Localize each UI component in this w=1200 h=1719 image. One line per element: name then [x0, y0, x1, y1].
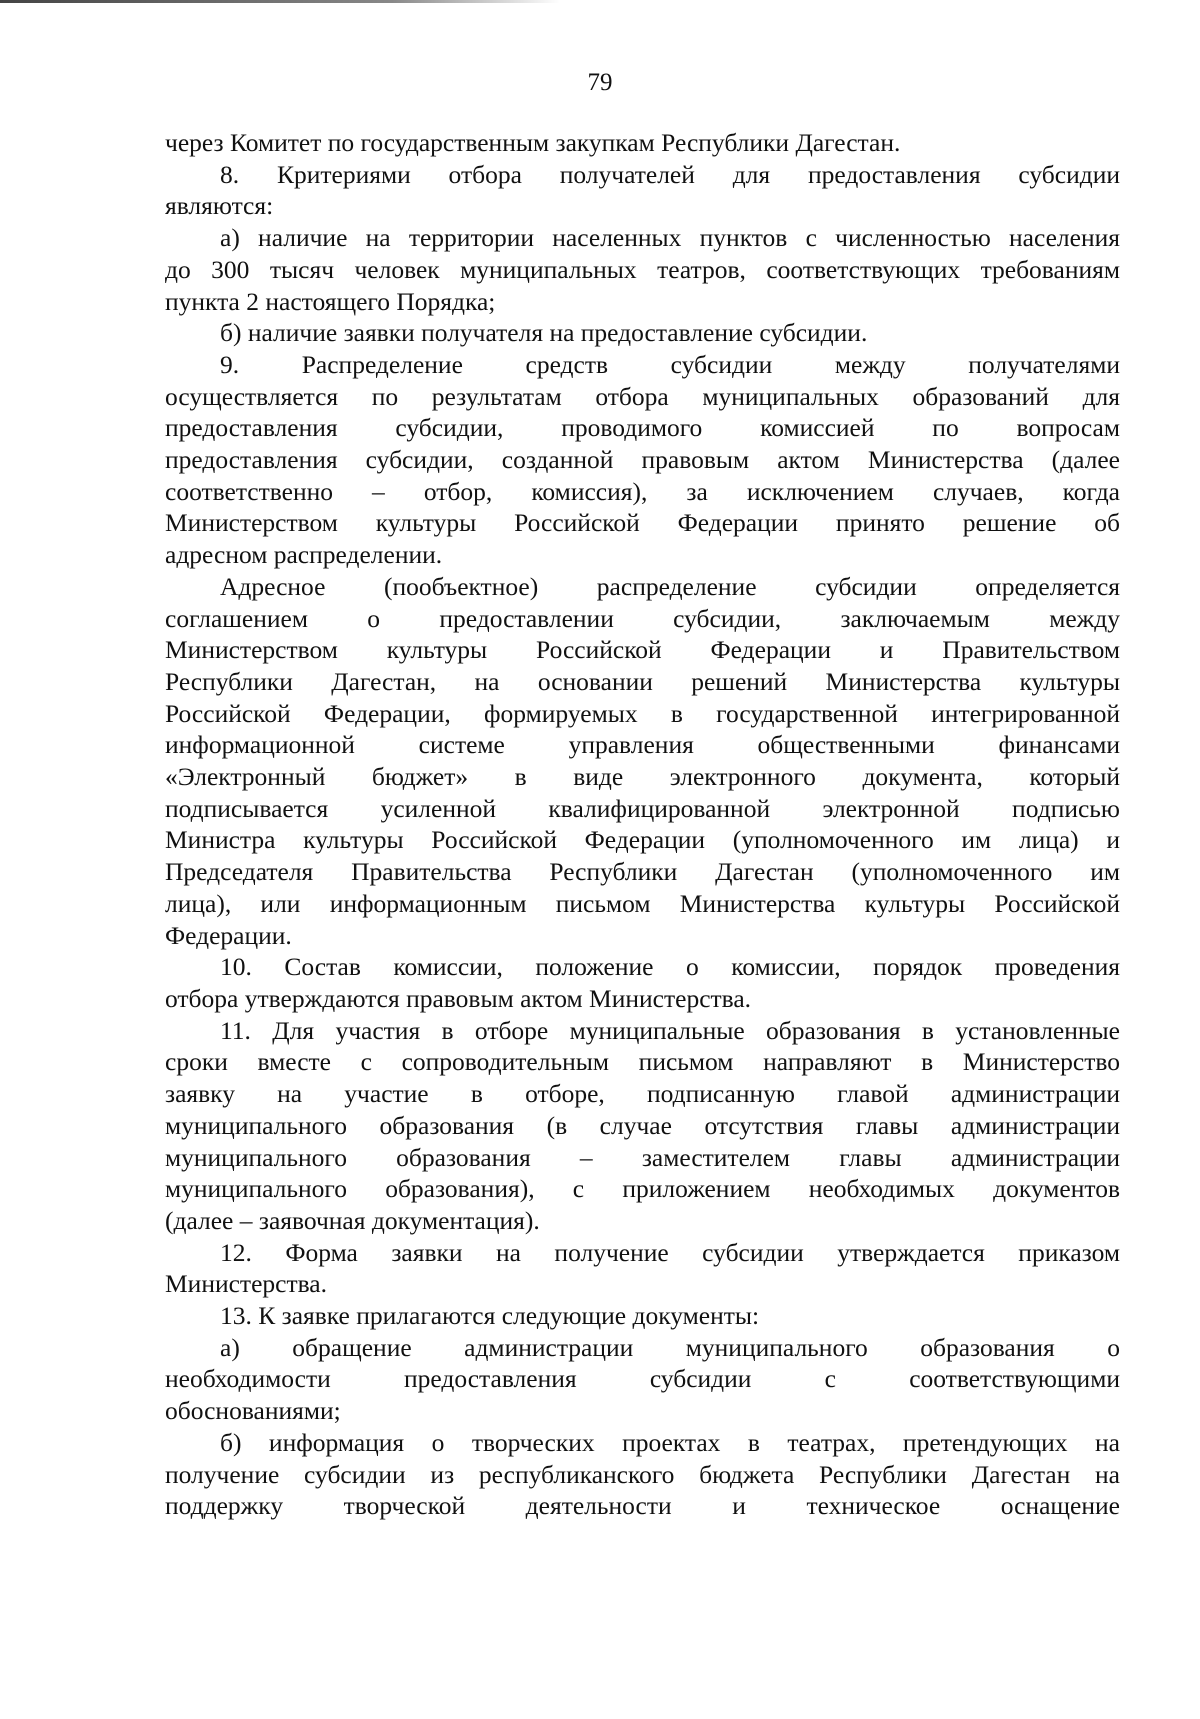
page-number: 79 [587, 69, 613, 96]
text-line: осуществляется по результатам отбора муниципальных образований для [165, 381, 1120, 411]
text-line: «Электронный бюджет» в виде электронного документа, который [165, 762, 1120, 792]
text-line: б) наличие заявки получателя на предоставление субсидии. [220, 318, 868, 348]
text-line: через Комитет по государственным закупкам Республики Дагестан. [165, 128, 901, 157]
text-line: Федерации. [165, 920, 292, 950]
text-line: муниципального образования – заместителем главы администрации [165, 1142, 1120, 1172]
text-line: предоставления субсидии, созданной правовым актом Министерства (далее [165, 445, 1120, 475]
text-line: (далее – заявочная документация). [165, 1205, 540, 1235]
text-line: 12. Форма заявки на получение субсидии утверждается приказом [220, 1237, 1120, 1267]
text-line: Республики Дагестан, на основании решений Министерства культуры [165, 666, 1120, 696]
text-line: заявку на участие в отборе, подписанную главой администрации [165, 1079, 1120, 1109]
text-line: соглашением о предоставлении субсидии, заключаемым между [165, 603, 1120, 633]
text-line: Российской Федерации, формируемых в государственной интегрированной [165, 698, 1120, 728]
text-line: Министерством культуры Российской Федерации и Правительством [165, 635, 1120, 665]
text-line: необходимости предоставления субсидии с соответствующими [165, 1364, 1120, 1394]
text-line: а) обращение администрации муниципального образования о [220, 1332, 1120, 1362]
text-line: обоснованиями; [165, 1396, 341, 1426]
text-line: муниципального образования (в случае отсутствия главы администрации [165, 1110, 1120, 1140]
text-line: пункта 2 настоящего Порядка; [165, 286, 496, 316]
text-line: Министерства. [165, 1269, 328, 1299]
text-line: предоставления субсидии, проводимого комиссией по вопросам [165, 413, 1120, 443]
text-line: 9. Распределение средств субсидии между получателями [220, 349, 1120, 379]
text-line: 13. К заявке прилагаются следующие документы: [220, 1301, 760, 1331]
text-line: б) информация о творческих проектах в театрах, претендующих на [220, 1427, 1120, 1457]
text-line: Министра культуры Российской Федерации (уполномоченного им лица) и [165, 825, 1120, 855]
text-line: подписывается усиленной квалифицированной электронной подписью [165, 793, 1120, 823]
text-line: 10. Состав комиссии, положение о комиссии, порядок проведения [220, 952, 1120, 982]
text-line: сроки вместе с сопроводительным письмом направляют в Министерство [165, 1047, 1120, 1077]
text-line: до 300 тысяч человек муниципальных театров, соответствующих требованиям [165, 254, 1120, 284]
document-body [165, 127, 1120, 1522]
text-line: 8. Критериями отбора получателей для предоставления субсидии [220, 159, 1120, 189]
text-line: соответственно – отбор, комиссия), за исключением случаев, когда [165, 476, 1120, 506]
scan-edge [0, 0, 560, 3]
text-line: информационной системе управления общественными финансами [165, 730, 1120, 760]
text-line: муниципального образования), с приложением необходимых документов [165, 1174, 1120, 1204]
text-line: Адресное (пообъектное) распределение субсидии определяется [220, 571, 1120, 601]
text-line: Председателя Правительства Республики Дагестан (уполномоченного им [165, 857, 1120, 887]
text-line: являются: [165, 191, 274, 221]
text-line: Министерством культуры Российской Федерации принято решение об [165, 508, 1120, 538]
text-line: лица), или информационным письмом Министерства культуры Российской [165, 888, 1120, 918]
text-line: адресном распределении. [165, 540, 443, 570]
text-line: получение субсидии из республиканского бюджета Республики Дагестан на [165, 1459, 1120, 1489]
text-line: 11. Для участия в отборе муниципальные образования в установленные [220, 1015, 1120, 1045]
text-line: поддержку творческой деятельности и техническое оснащение [165, 1491, 1120, 1521]
text-line: отбора утверждаются правовым актом Министерства. [165, 983, 752, 1013]
text-line: а) наличие на территории населенных пунктов с численностью населения [220, 223, 1120, 253]
